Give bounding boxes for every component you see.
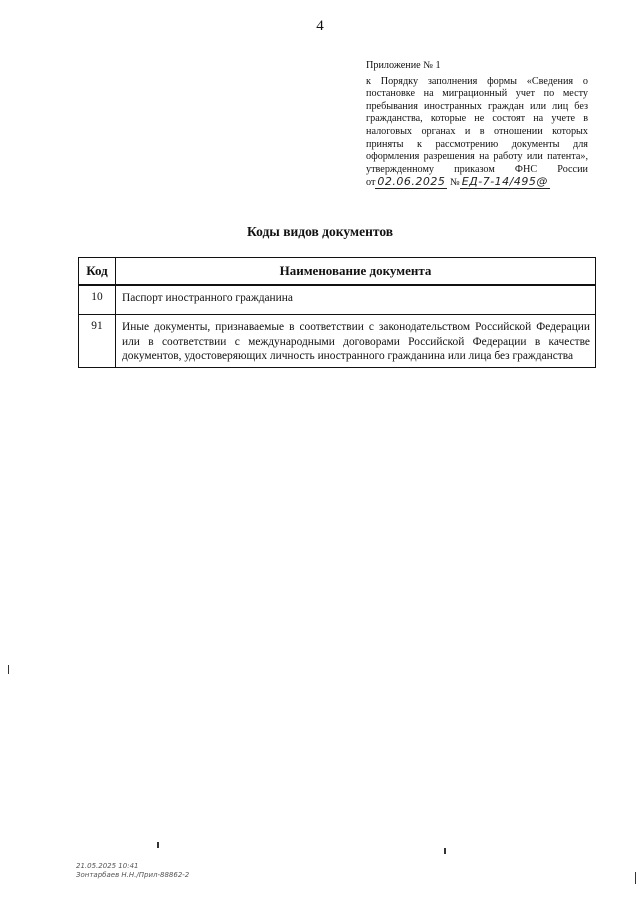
scan-mark: [8, 665, 9, 674]
page-number: 4: [316, 18, 324, 34]
header-code: Код: [79, 258, 116, 286]
footer-stamp: [76, 862, 189, 880]
scan-mark: [157, 842, 159, 848]
handwritten-order-number: ЕД-7-14/495@: [461, 175, 548, 189]
appendix-body: к Порядку заполнения формы «Сведения о постановке на миграционный учет по месту пребывания иностранных граждан или лиц без гражданства, которые не состоят на учете в налоговых органах и в отношении которых приняты к рассмотрению документы для оформления разрешения на работу или патента», утвержденному приказом ФНС России от: [366, 75, 588, 189]
table-header-row: [79, 258, 596, 286]
row-code: 10: [79, 285, 116, 315]
scan-mark: [444, 848, 446, 854]
appendix-title: Приложение № 1: [366, 60, 441, 71]
row-name: Иные документы, признаваемые в соответствии с законодательством Российской Федерации или в соответствии с международными договорами Российской Федерации в качестве документов, удостоверяющих личность иностранного гражданина или лица без гражданства: [116, 315, 596, 368]
number-sign: №: [449, 177, 460, 189]
row-code: 91: [79, 315, 116, 368]
appendix-text: [366, 76, 588, 190]
scan-mark: [635, 872, 636, 884]
row-name: Паспорт иностранного гражданина: [116, 285, 596, 315]
footer-timestamp: 21.05.2025 10:41: [76, 862, 139, 870]
document-title: Коды видов документов: [246, 224, 394, 239]
footer-reference: Зонтарбаев Н.Н./Прил-88862-2: [76, 871, 190, 879]
table-row: [79, 315, 596, 368]
handwritten-date: 02.06.2025: [377, 175, 446, 189]
header-name: Наименование документа: [116, 258, 596, 286]
appendix-block: [366, 60, 588, 190]
codes-table: [78, 257, 596, 368]
table-row: [79, 285, 596, 315]
